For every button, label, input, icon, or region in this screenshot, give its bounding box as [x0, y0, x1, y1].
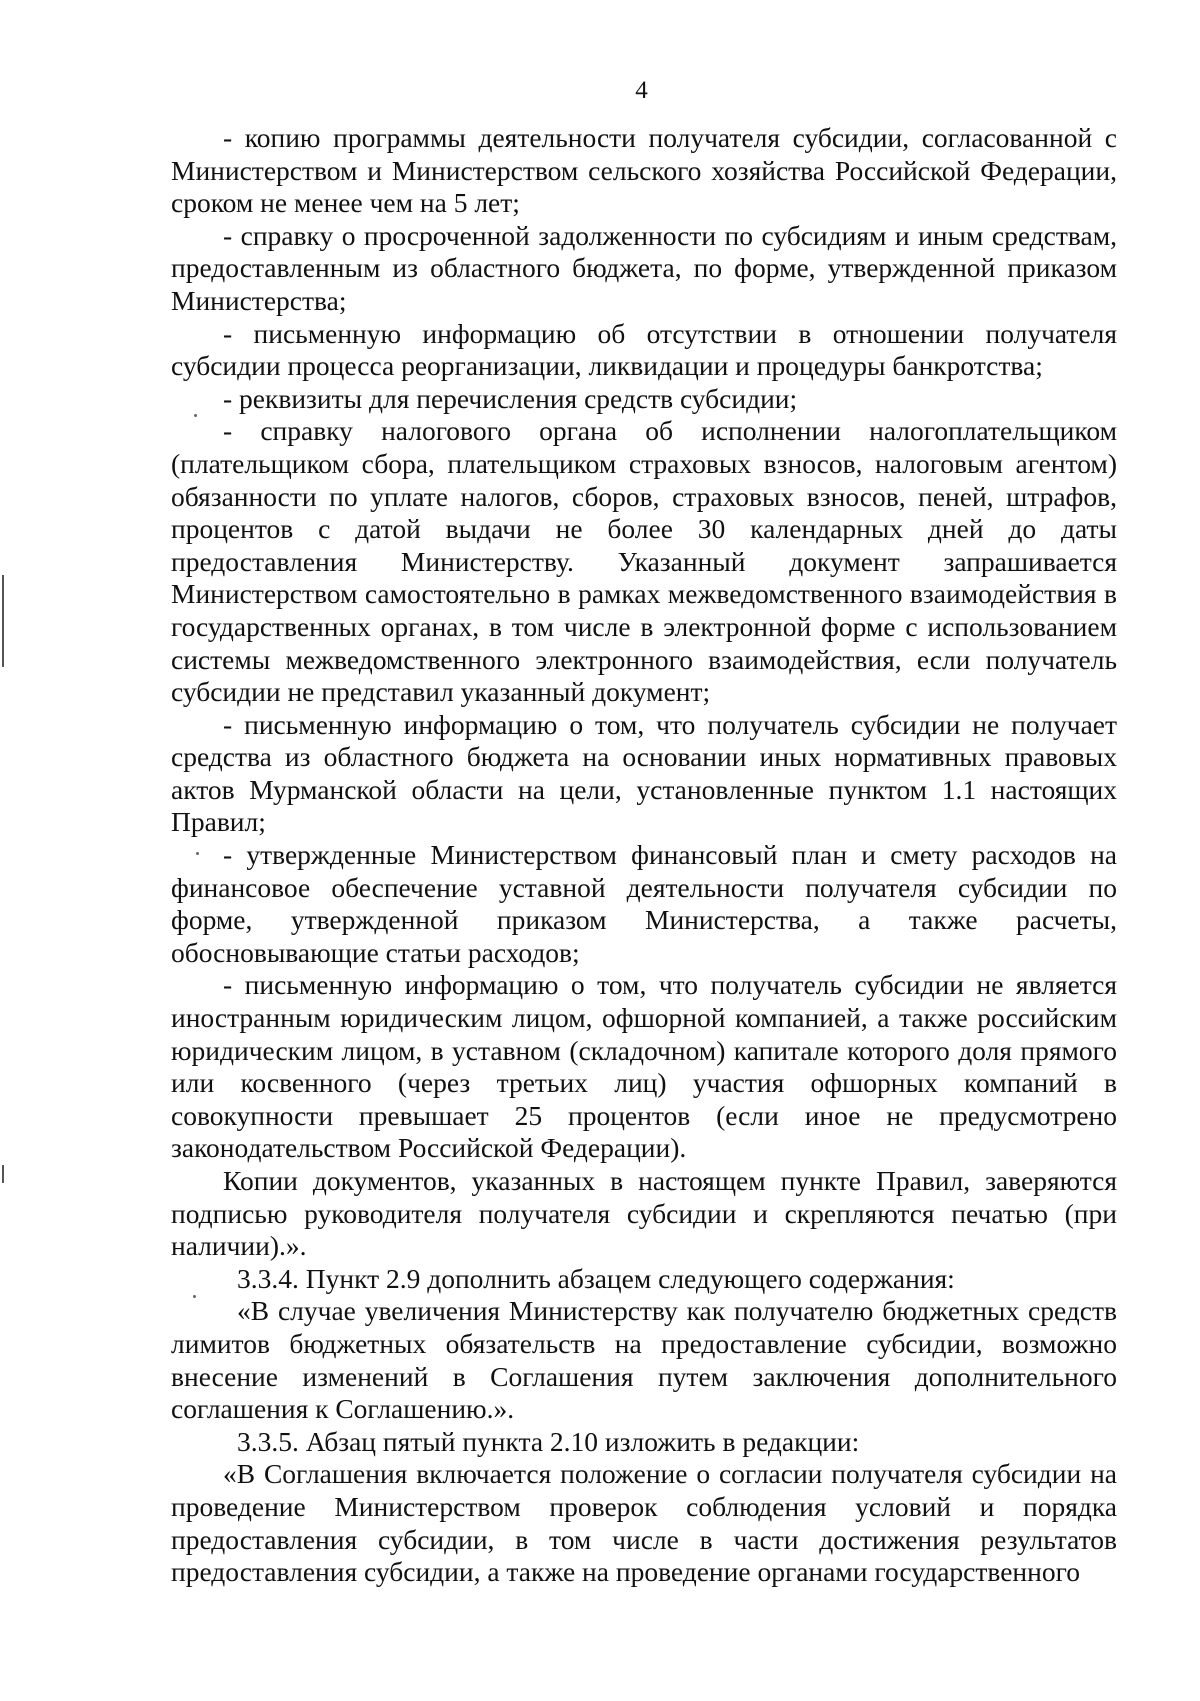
paragraph-no-other-funds: - письменную информацию о том, что получатель субсидии не получает средства из областного бюджета на основании иных нормативных правовых актов Мурманской области на цели, установленные пунктом 1.1 настоящих Правил; — [171, 708, 1117, 838]
paragraph-overdue-debt: - справку о просроченной задолженности по субсидиям и иным средствам, предоставленным из областного бюджета, по форме, утвержденной приказом Министерства; — [171, 219, 1117, 316]
paragraph-offshore-status: - письменную информацию о том, что получатель субсидии не является иностранным юридическим лицом, офшорной компанией, а также российским юридическим лицом, в уставном (складочном) капитале которого доля прямого или косвенного (через третьих лиц) участия офшорных компаний в совокупности превышает 25 процентов (если иное не предусмотрено законодательством Российской Федерации). — [171, 969, 1117, 1164]
scan-edge-mark — [2, 575, 4, 667]
scan-speck — [196, 852, 199, 855]
paragraph-tax-certificate: - справку налогового органа об исполнении налогоплательщиком (плательщиком сбора, плательщиком страховых взносов, налоговым агентом) обязанности по уплате налогов, сборов, страховых взносов, пеней, штрафов, процентов с датой выдачи не более 30 календарных дней до даты предоставления Министерству. Указанный документ запрашивается Министерством самостоятельно в рамках межведомственного взаимодействия в государственных органах, в том числе в электронной форме с использованием системы межведомственного электронного взаимодействия, если получатель субсидии не представил указанный документ; — [171, 415, 1117, 708]
paragraph-limits-increase: «В случае увеличения Министерству как получателю бюджетных средств лимитов бюджетных обязательств на предоставление субсидии, возможно внесение изменений в Соглашения путем заключения дополнительного соглашения к Соглашению.». — [171, 1295, 1117, 1425]
paragraph-consent-to-checks: «В Соглашения включается положение о согласии получателя субсидии на проведение Министерством проверок соблюдения условий и порядка предоставления субсидии, в том числе в части достижения результатов предоставления субсидии, а также на проведение органами государственного — [171, 1458, 1117, 1588]
paragraph-copies-certified: Копии документов, указанных в настоящем пункте Правил, заверяются подписью руководителя получателя субсидии и скрепляются печатью (при наличии).». — [171, 1165, 1117, 1262]
paragraph-financial-plan: - утвержденные Министерством финансовый план и смету расходов на финансовое обеспечение уставной деятельности получателя субсидии по форме, утвержденной приказом Министерства, а также расчеты, обосновывающие статьи расходов; — [171, 839, 1117, 968]
paragraph-clause-3-3-5: 3.3.5. Абзац пятый пункта 2.10 изложить в редакции: — [237, 1425, 860, 1457]
document-body — [171, 122, 1117, 1589]
scan-speck — [194, 414, 197, 417]
scan-edge-mark — [2, 1165, 4, 1183]
paragraph-bank-details: - реквизиты для перечисления средств субсидии; — [223, 382, 798, 414]
paragraph-no-reorganization: - письменную информацию об отсутствии в отношении получателя субсидии процесса реорганизации, ликвидации и процедуры банкротства; — [171, 317, 1117, 382]
paragraph-clause-3-3-4: 3.3.4. Пункт 2.9 дополнить абзацем следующего содержания: — [237, 1262, 955, 1294]
scan-speck — [193, 1295, 196, 1298]
page-number: 4 — [635, 77, 648, 104]
paragraph-program-copy: - копию программы деятельности получателя субсидии, согласованной с Министерством и Министерством сельского хозяйства Российской Федерации, сроком не менее чем на 5 лет; — [171, 122, 1117, 219]
